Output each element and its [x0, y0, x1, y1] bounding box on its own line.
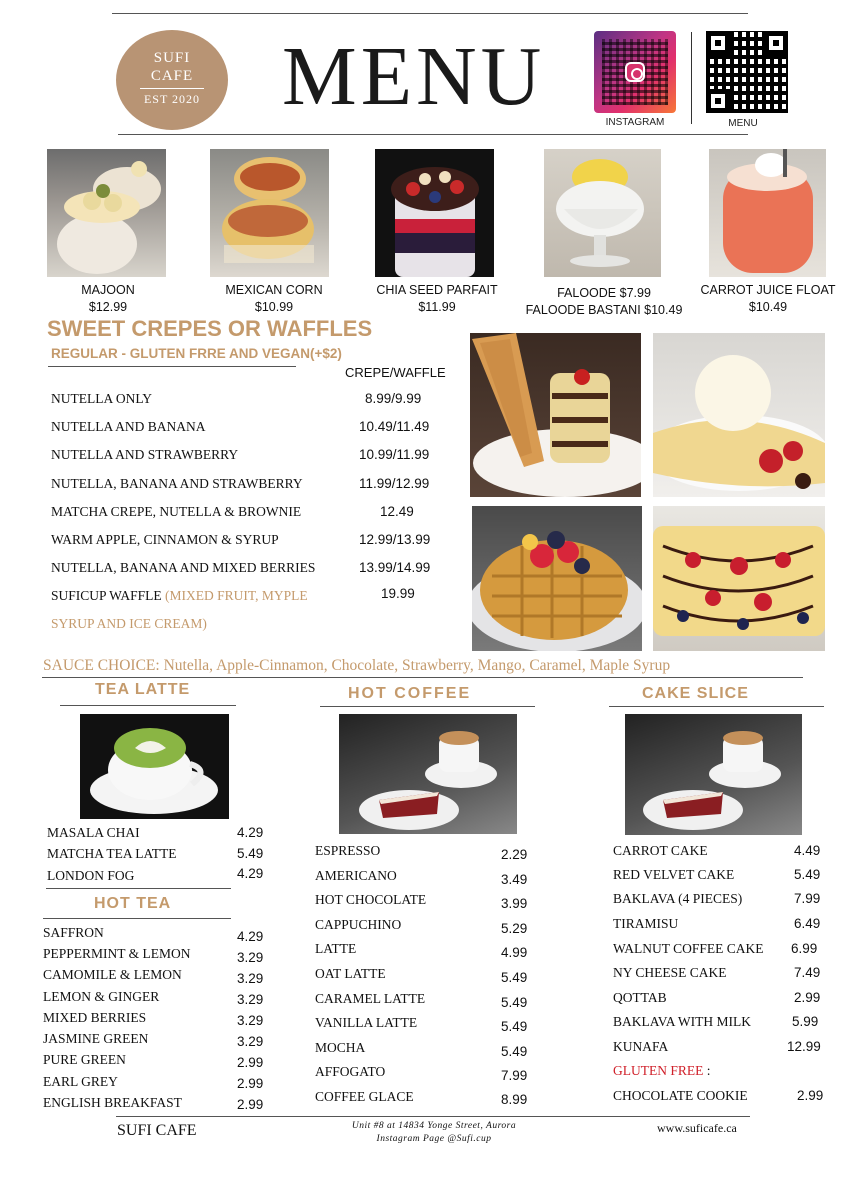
- crepe-item-name: WARM APPLE, CINNAMON & SYRUP: [51, 532, 279, 547]
- hot-tea-price: 3.29: [237, 971, 264, 986]
- tea-latte-title: TEA LATTE: [95, 681, 191, 698]
- featured-carrot-juice-float: [692, 282, 844, 316]
- featured-name: MAJOON: [81, 283, 135, 297]
- cake-price: 6.49: [794, 916, 821, 931]
- top-rule: [112, 13, 748, 14]
- page-title: MENU: [282, 30, 546, 123]
- hot-coffee-item: LATTE: [315, 941, 357, 956]
- crepe-item-price: 12.49: [380, 504, 414, 519]
- hot-tea-price: 2.99: [237, 1055, 264, 1070]
- berry-crepe-photo: [653, 506, 825, 651]
- gluten-free-label: GLUTEN FREE: [613, 1063, 704, 1078]
- hot-coffee-item: CARAMEL LATTE: [315, 991, 426, 1006]
- tea-latte-price: 4.29: [237, 825, 264, 840]
- crepe-item-name: NUTELLA, BANANA AND MIXED BERRIES: [51, 560, 316, 575]
- hot-coffee-price: 5.49: [501, 995, 528, 1010]
- crepe-special-item: [51, 588, 308, 604]
- menu-qr-icon[interactable]: [706, 31, 788, 113]
- qr-menu-label: MENU: [728, 118, 758, 129]
- featured-price: $11.99: [418, 300, 456, 314]
- hot-tea-item: MIXED BERRIES: [43, 1010, 147, 1025]
- tea-latte-item: LONDON FOG: [47, 868, 135, 883]
- hot-coffee-item: COFFEE GLACE: [315, 1089, 414, 1104]
- hot-tea-price: 2.99: [237, 1097, 264, 1112]
- crepe-item-price: 8.99/9.99: [365, 391, 422, 406]
- hot-tea-price: 3.29: [237, 950, 264, 965]
- featured-majoon: [48, 282, 168, 316]
- hot-coffee-price: 7.99: [501, 1068, 528, 1083]
- logo-line-1: SUFI: [153, 50, 191, 66]
- cake-item: CARROT CAKE: [613, 843, 708, 858]
- cake-slice-photo: [625, 714, 802, 835]
- cake-price: 5.49: [794, 867, 821, 882]
- special-desc-cont: SYRUP AND ICE CREAM): [51, 616, 207, 631]
- featured-name: MEXICAN CORN: [225, 283, 323, 297]
- featured-price: $10.49: [748, 300, 788, 314]
- matcha-latte-photo: [80, 714, 229, 819]
- cake-item: BAKLAVA (4 PIECES): [613, 891, 743, 906]
- cake-item: KUNAFA: [613, 1039, 669, 1054]
- hot-coffee-item: CAPPUCHINO: [315, 917, 402, 932]
- gluten-free-item: CHOCOLATE COOKIE: [613, 1088, 748, 1103]
- logo-divider: [140, 88, 204, 89]
- featured-faloode: [514, 285, 694, 319]
- cake-price: 7.49: [794, 965, 821, 980]
- cake-item: RED VELVET CAKE: [613, 867, 735, 882]
- crepe-item-name: NUTELLA AND BANANA: [51, 419, 206, 434]
- footer-instagram[interactable]: Instagram Page @Sufi.cup: [376, 1134, 492, 1144]
- cake-item: NY CHEESE CAKE: [613, 965, 727, 980]
- cake-item: BAKLAVA WITH MILK: [613, 1014, 752, 1029]
- crepe-item-name: NUTELLA, BANANA AND STRAWBERRY: [51, 476, 303, 491]
- footer-website-link[interactable]: www.suficafe.ca: [657, 1121, 737, 1135]
- cake-slice-rule: [609, 706, 824, 707]
- instagram-icon: [625, 62, 645, 82]
- special-desc: (MIXED FRUIT, MYPLE: [165, 588, 308, 603]
- hot-coffee-price: 4.99: [501, 945, 528, 960]
- tea-latte-rule: [60, 705, 236, 706]
- crepe-item-name: MATCHA CREPE, NUTELLA & BROWNIE: [51, 504, 302, 519]
- cake-item: TIRAMISU: [613, 916, 679, 931]
- hot-coffee-title: HOT COFFEE: [348, 685, 472, 702]
- hot-coffee-price: 5.49: [501, 1019, 528, 1034]
- cake-price: 6.99: [791, 941, 818, 956]
- hot-tea-item: PURE GREEN: [43, 1052, 126, 1067]
- featured-name: CHIA SEED PARFAIT: [376, 283, 498, 297]
- featured-price: $10.99: [254, 300, 294, 314]
- majoon-photo: [47, 149, 166, 277]
- logo-line-3: EST 2020: [143, 92, 201, 106]
- hot-tea-item: JASMINE GREEN: [43, 1031, 149, 1046]
- header-bottom-rule: [118, 134, 748, 135]
- hot-tea-item: EARL GREY: [43, 1074, 118, 1089]
- cake-item: WALNUT COFFEE CAKE: [613, 941, 764, 956]
- qr-instagram-label: INSTAGRAM: [605, 117, 665, 128]
- hot-coffee-item: HOT CHOCOLATE: [315, 892, 427, 907]
- crepes-section-title: SWEET CREPES OR WAFFLES: [47, 316, 373, 341]
- hot-coffee-price: 8.99: [501, 1092, 528, 1107]
- hot-tea-item: SAFFRON: [43, 925, 104, 940]
- hot-tea-item: ENGLISH BREAKFAST: [43, 1095, 182, 1110]
- hot-tea-item: PEPPERMINT & LEMON: [43, 946, 191, 961]
- cake-item: QOTTAB: [613, 990, 667, 1005]
- crepe-item-name: NUTELLA ONLY: [51, 391, 153, 406]
- featured-price: FALOODE BASTANI $10.49: [525, 303, 683, 317]
- crepes-subtitle: REGULAR - GLUTEN FRRE AND VEGAN(+$2): [51, 346, 342, 361]
- cake-price: 7.99: [794, 891, 821, 906]
- hot-coffee-price: 3.99: [501, 896, 528, 911]
- crepes-subtitle-rule: [48, 366, 296, 367]
- instagram-qr-icon[interactable]: [594, 31, 676, 113]
- footer-address: Unit #8 at 14834 Yonge Street, Aurora: [351, 1121, 517, 1131]
- hot-tea-price: 4.29: [237, 929, 264, 944]
- crepe-item-price: 10.99/11.99: [359, 447, 430, 462]
- hot-tea-rule: [43, 918, 231, 919]
- footer-brand: SUFI CAFE: [117, 1122, 197, 1139]
- hot-tea-price: 2.99: [237, 1076, 264, 1091]
- waffle-photo: [472, 506, 642, 651]
- featured-chia-seed-parfait: [364, 282, 510, 316]
- hot-coffee-price: 5.49: [501, 970, 528, 985]
- tea-latte-bottom-rule: [46, 888, 231, 889]
- hot-tea-price: 3.29: [237, 1013, 264, 1028]
- gluten-free-colon: :: [703, 1063, 711, 1078]
- hot-tea-price: 3.29: [237, 1034, 264, 1049]
- cake-price: 5.99: [792, 1014, 819, 1029]
- tea-latte-price: 5.49: [237, 846, 264, 861]
- crepe-item-price: 12.99/13.99: [359, 532, 431, 547]
- carrot-juice-float-photo: [709, 149, 826, 277]
- faloode-photo: [544, 149, 661, 277]
- hot-coffee-item: OAT LATTE: [315, 966, 386, 981]
- gluten-free-heading: [613, 1063, 711, 1079]
- hot-tea-item: LEMON & GINGER: [43, 989, 160, 1004]
- cake-slice-title: CAKE SLICE: [642, 685, 749, 702]
- featured-name: CARROT JUICE FLOAT: [700, 283, 836, 297]
- special-name: SUFICUP WAFFLE: [51, 588, 162, 603]
- special-price: 19.99: [381, 586, 415, 601]
- ice-cream-crepe-photo: [653, 333, 825, 497]
- sauce-choice-line: SAUCE CHOICE: Nutella, Apple-Cinnamon, Chocolate, Strawberry, Mango, Caramel, Maple Syrup: [43, 657, 671, 674]
- hot-coffee-price: 2.29: [501, 847, 528, 862]
- crepe-item-price: 10.49/11.49: [359, 419, 430, 434]
- cake-price: 12.99: [787, 1039, 821, 1054]
- qr-separator: [691, 32, 692, 124]
- chia-seed-parfait-photo: [375, 149, 494, 277]
- cake-price: 4.49: [794, 843, 821, 858]
- hot-coffee-price: 5.29: [501, 921, 528, 936]
- logo-line-2: CAFE: [150, 68, 194, 84]
- cone-crepe-photo: [470, 333, 641, 497]
- crepe-item-name: NUTELLA AND STRAWBERRY: [51, 447, 239, 462]
- featured-price: $12.99: [88, 300, 128, 314]
- hot-coffee-price: 3.49: [501, 872, 528, 887]
- footer-rule: [116, 1116, 750, 1117]
- hot-coffee-item: ESPRESSO: [315, 843, 381, 858]
- tea-latte-item: MASALA CHAI: [47, 825, 140, 840]
- hot-coffee-item: VANILLA LATTE: [315, 1015, 418, 1030]
- hot-tea-item: CAMOMILE & LEMON: [43, 967, 182, 982]
- hot-coffee-rule: [320, 706, 535, 707]
- hot-coffee-price: 5.49: [501, 1044, 528, 1059]
- tea-latte-price: 4.29: [237, 866, 264, 881]
- hot-tea-title: HOT TEA: [94, 895, 172, 912]
- hot-coffee-item: MOCHA: [315, 1040, 366, 1055]
- hot-tea-price: 3.29: [237, 992, 264, 1007]
- featured-name: FALOODE $7.99: [557, 286, 651, 300]
- hot-coffee-item: AMERICANO: [315, 868, 397, 883]
- cafe-logo: [116, 30, 228, 130]
- gluten-free-price: 2.99: [797, 1088, 824, 1103]
- hot-coffee-item: AFFOGATO: [315, 1064, 386, 1079]
- mexican-corn-photo: [210, 149, 329, 277]
- sauce-rule: [42, 677, 803, 678]
- crepes-column-header: CREPE/WAFFLE: [345, 365, 446, 380]
- crepe-item-price: 11.99/12.99: [359, 476, 430, 491]
- tea-latte-item: MATCHA TEA LATTE: [47, 846, 177, 861]
- featured-mexican-corn: [204, 282, 344, 316]
- coffee-cake-photo: [339, 714, 517, 834]
- crepe-item-price: 13.99/14.99: [359, 560, 431, 575]
- cake-price: 2.99: [794, 990, 821, 1005]
